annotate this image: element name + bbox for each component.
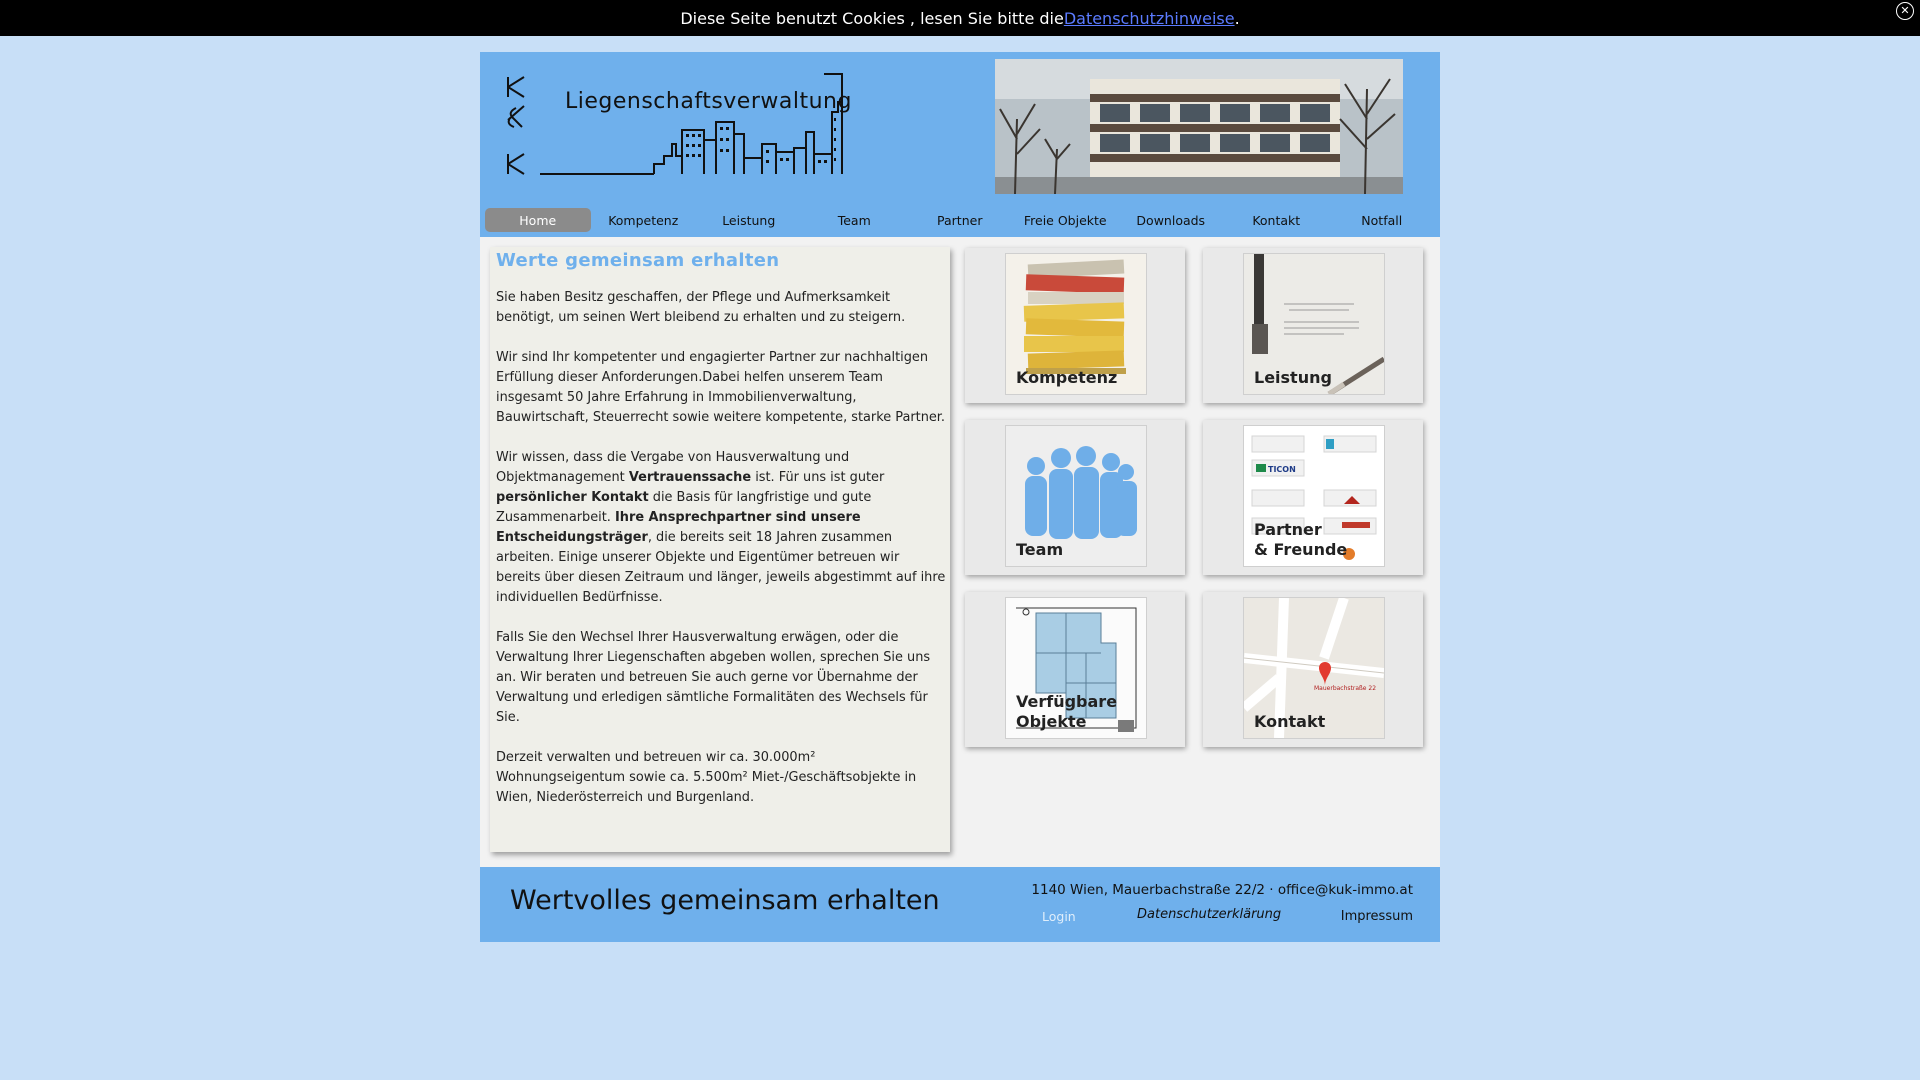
nav-item-team[interactable]: Team bbox=[837, 212, 871, 228]
contract-image bbox=[1243, 253, 1385, 395]
paragraph-change: Falls Sie den Wechsel Ihrer Hausverwaltung erwägen, oder die Verwaltung Ihrer Liegenschaften abgeben wollen, sprechen Sie uns an. Wir beraten und betreuen Sie auch gerne vor Übernahme der Verwaltung und erledigen sämtliche Formalitäten des Wechsels für Sie. bbox=[496, 630, 931, 725]
main-content bbox=[490, 247, 950, 852]
close-icon[interactable]: ✕ bbox=[1896, 2, 1914, 20]
footer bbox=[480, 867, 1440, 942]
cookie-text-end: . bbox=[1234, 8, 1240, 28]
footer-slogan: Wertvolles gemeinsam erhalten bbox=[510, 885, 940, 916]
company-logo[interactable] bbox=[504, 72, 924, 197]
tile-label-kompetenz: Kompetenz bbox=[1016, 368, 1118, 387]
nav-item-leistung[interactable]: Leistung bbox=[722, 212, 776, 228]
tile-kontakt[interactable] bbox=[1203, 592, 1423, 747]
tile-verfuegbare-objekte[interactable] bbox=[965, 592, 1185, 747]
page-container bbox=[480, 52, 1440, 942]
logo-title: Liegenschaftsverwaltung bbox=[565, 89, 852, 114]
cookie-bar bbox=[0, 0, 1920, 36]
tile-leistung[interactable] bbox=[1203, 248, 1423, 403]
login-link[interactable]: Login bbox=[1042, 909, 1076, 924]
tile-label-objekte: Verfügbare Objekte bbox=[1016, 692, 1118, 731]
paragraph-trust: Wir wissen, dass die Vergabe von Hausverwaltung und Objektmanagement Vertrauenssache ist. Für uns ist guter persönlicher Kontakt die Basis für langfristige und gute Zusammenarbeit. Ihre Ansprechpartner sind unsere Entscheidungsträger, die bereits seit 18 Jahren zusammen arbeiten. Einige unserer Objekte und Eigentümer betreuen wir bereits über diesen Zeitraum und länger, jeweils abgestimmt auf ihre individuellen Bedürfnisse. bbox=[496, 450, 946, 605]
paragraph-figures: Derzeit verwalten und betreuen wir ca. 30.000m² Wohnungseigentum sowie ca. 5.500m² Miet-/Geschäftsobjekte in Wien, Niederösterreich und Burgenland. bbox=[496, 750, 917, 805]
tile-label-leistung: Leistung bbox=[1254, 368, 1332, 387]
partner-logo-text: TICON bbox=[1268, 465, 1296, 474]
nav-item-home[interactable]: Home bbox=[485, 208, 591, 232]
tile-partner[interactable] bbox=[1203, 420, 1423, 575]
nav-item-kompetenz[interactable]: Kompetenz bbox=[608, 212, 679, 228]
nav-item-downloads[interactable]: Downloads bbox=[1136, 212, 1206, 228]
map-street-label: Mauerbachstraße 22 bbox=[1314, 685, 1377, 692]
header-building-photo bbox=[995, 59, 1403, 194]
paragraph-partner: Wir sind Ihr kompetenter und engagierter Partner zur nachhaltigen Erfüllung dieser Anforderungen.Dabei helfen unserem Team insgesamt 50 Jahre Erfahrung in Immobilienverwaltung, Bauwirtschaft, Steuerrecht sowie weitere kompetente, starke Partner. bbox=[496, 350, 946, 425]
privacy-policy-link[interactable]: Datenschutzerklärung bbox=[1137, 907, 1282, 922]
main-navigation bbox=[485, 208, 1435, 232]
tile-label-partner: Partner & Freunde bbox=[1254, 520, 1348, 559]
impressum-link[interactable]: Impressum bbox=[1340, 909, 1413, 924]
cookie-text: Diese Seite benutzt Cookies , lesen Sie bitte die bbox=[680, 8, 1064, 28]
tile-kompetenz[interactable] bbox=[965, 248, 1185, 403]
footer-address: 1140 Wien, Mauerbachstraße 22/2 · office@kuk-immo.at bbox=[1031, 882, 1413, 898]
tile-label-team: Team bbox=[1016, 540, 1064, 559]
team-silhouettes-image bbox=[1005, 425, 1147, 567]
nav-item-kontakt[interactable]: Kontakt bbox=[1252, 212, 1301, 228]
floor-plan-image bbox=[1005, 597, 1147, 739]
header bbox=[480, 52, 1440, 237]
partner-logos-image bbox=[1243, 425, 1385, 567]
tile-team[interactable] bbox=[965, 420, 1185, 575]
privacy-notice-link[interactable]: Datenschutzhinweise bbox=[1063, 8, 1235, 28]
content-body bbox=[496, 288, 947, 808]
nav-item-notfall[interactable]: Notfall bbox=[1361, 212, 1403, 228]
nav-item-partner[interactable]: Partner bbox=[937, 212, 983, 228]
location-map-image bbox=[1243, 597, 1385, 739]
tile-label-kontakt: Kontakt bbox=[1254, 712, 1326, 731]
books-image bbox=[1005, 253, 1147, 395]
page-title: Werte gemeinsam erhalten bbox=[496, 250, 780, 271]
paragraph-intro: Sie haben Besitz geschaffen, der Pflege und Aufmerksamkeit benötigt, um seinen Wert bleibend zu erhalten und zu steigern. bbox=[496, 290, 906, 325]
nav-item-freie-objekte[interactable]: Freie Objekte bbox=[1023, 212, 1107, 228]
